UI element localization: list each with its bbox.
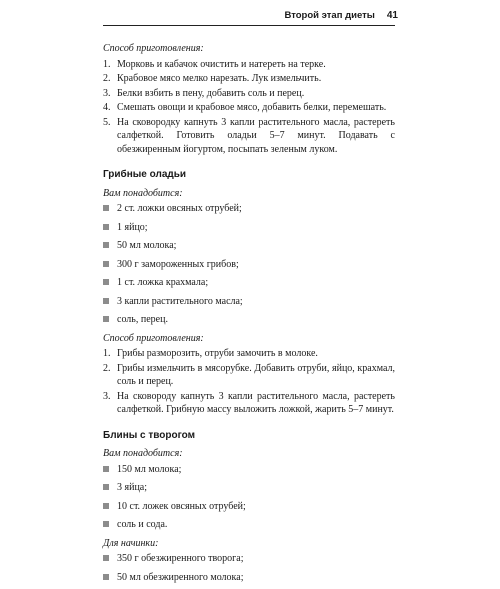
step-number: 3. bbox=[103, 87, 111, 99]
ingredient-text: 350 г обезжиренного творога; bbox=[117, 553, 244, 564]
ingredient-item bbox=[103, 221, 395, 235]
steps-list bbox=[103, 58, 395, 157]
square-bullet-icon bbox=[103, 316, 109, 322]
ingredient-text: 1 ст. ложка крахмала; bbox=[117, 277, 209, 288]
ingredient-item bbox=[103, 202, 395, 216]
step-item bbox=[103, 116, 395, 157]
square-bullet-icon bbox=[103, 205, 109, 211]
ingredient-text: соль, перец. bbox=[117, 314, 168, 325]
step-item bbox=[103, 347, 395, 361]
ingredients-heading: Вам понадобится: bbox=[103, 448, 183, 459]
ingredients-list bbox=[103, 463, 395, 532]
step-number: 2. bbox=[103, 73, 111, 84]
header-rule bbox=[103, 25, 395, 26]
ingredient-item bbox=[103, 518, 395, 532]
step-item bbox=[103, 72, 395, 86]
ingredient-item bbox=[103, 481, 395, 495]
ingredient-item bbox=[103, 258, 395, 272]
ingredient-text: 150 мл молока; bbox=[117, 463, 182, 475]
step-text: На сковородку капнуть 3 капли растительного масла, растереть салфеткой. Готовить оладьи 5–7 минут. Подавать с обезжиренным йогуртом, посыпать зеленым луком. bbox=[117, 116, 395, 155]
step-number: 5. bbox=[103, 116, 111, 128]
square-bullet-icon bbox=[103, 298, 109, 304]
step-item bbox=[103, 362, 395, 389]
square-bullet-icon bbox=[103, 521, 109, 527]
ingredient-item bbox=[103, 313, 395, 327]
recipe-title: Блины с творогом bbox=[103, 429, 196, 441]
step-text: Смешать овощи и крабовое мясо, добавить белки, перемешать. bbox=[117, 102, 387, 113]
step-number: 1. bbox=[103, 348, 111, 359]
ingredient-item bbox=[103, 463, 395, 477]
filling-list bbox=[103, 552, 395, 584]
step-text: Грибы разморозить, отруби замочить в молоке. bbox=[117, 348, 318, 359]
ingredient-text: 3 капли растительного масла; bbox=[117, 295, 243, 307]
square-bullet-icon bbox=[103, 242, 109, 248]
square-bullet-icon bbox=[103, 466, 109, 472]
ingredients-list bbox=[103, 202, 395, 327]
ingredient-text: 50 мл обезжиренного молока; bbox=[117, 571, 244, 583]
step-number: 4. bbox=[103, 102, 111, 113]
ingredient-text: 300 г замороженных грибов; bbox=[117, 258, 239, 270]
ingredient-item bbox=[103, 239, 395, 253]
step-item bbox=[103, 101, 395, 115]
square-bullet-icon bbox=[103, 555, 109, 561]
recipe-title: Грибные оладьи bbox=[103, 169, 187, 180]
ingredient-text: 50 мл молока; bbox=[117, 240, 177, 251]
step-text: Крабовое мясо мелко нарезать. Лук измельчить. bbox=[117, 73, 322, 84]
page-number: 41 bbox=[386, 10, 398, 21]
step-number: 2. bbox=[103, 362, 111, 374]
method-heading: Способ приготовления: bbox=[103, 43, 204, 54]
ingredient-item bbox=[103, 571, 395, 585]
step-text: Грибы измельчить в мясорубке. Добавить отруби, яйцо, крахмал, соль и перец. bbox=[117, 362, 395, 387]
square-bullet-icon bbox=[103, 574, 109, 580]
step-item bbox=[103, 87, 395, 101]
ingredient-item bbox=[103, 295, 395, 309]
step-text: На сковороду капнуть 3 капли растительного масла, растереть салфеткой. Грибную массу выложить ложкой, жарить 5–7 минут. bbox=[117, 390, 395, 415]
step-text: Морковь и кабачок очистить и натереть на терке. bbox=[117, 58, 326, 70]
ingredient-text: 2 ст. ложки овсяных отрубей; bbox=[117, 203, 242, 214]
method-heading: Способ приготовления: bbox=[103, 332, 204, 344]
square-bullet-icon bbox=[103, 484, 109, 490]
square-bullet-icon bbox=[103, 503, 109, 509]
filling-heading: Для начинки: bbox=[103, 537, 159, 549]
running-header bbox=[284, 10, 398, 21]
header-title: Второй этап диеты bbox=[284, 10, 375, 21]
ingredient-text: 10 ст. ложек овсяных отрубей; bbox=[117, 500, 246, 512]
square-bullet-icon bbox=[103, 261, 109, 267]
ingredient-item bbox=[103, 500, 395, 514]
step-number: 3. bbox=[103, 390, 111, 402]
ingredient-text: соль и сода. bbox=[117, 519, 168, 530]
square-bullet-icon bbox=[103, 279, 109, 285]
ingredients-heading: Вам понадобится: bbox=[103, 187, 183, 199]
step-item bbox=[103, 58, 395, 72]
square-bullet-icon bbox=[103, 224, 109, 230]
page-content bbox=[103, 42, 395, 589]
ingredient-item bbox=[103, 276, 395, 290]
ingredient-text: 1 яйцо; bbox=[117, 221, 148, 233]
step-text: Белки взбить в пену, добавить соль и перец. bbox=[117, 87, 305, 99]
ingredient-item bbox=[103, 552, 395, 566]
steps-list bbox=[103, 347, 395, 417]
step-number: 1. bbox=[103, 58, 111, 70]
ingredient-text: 3 яйца; bbox=[117, 482, 148, 493]
step-item bbox=[103, 390, 395, 417]
